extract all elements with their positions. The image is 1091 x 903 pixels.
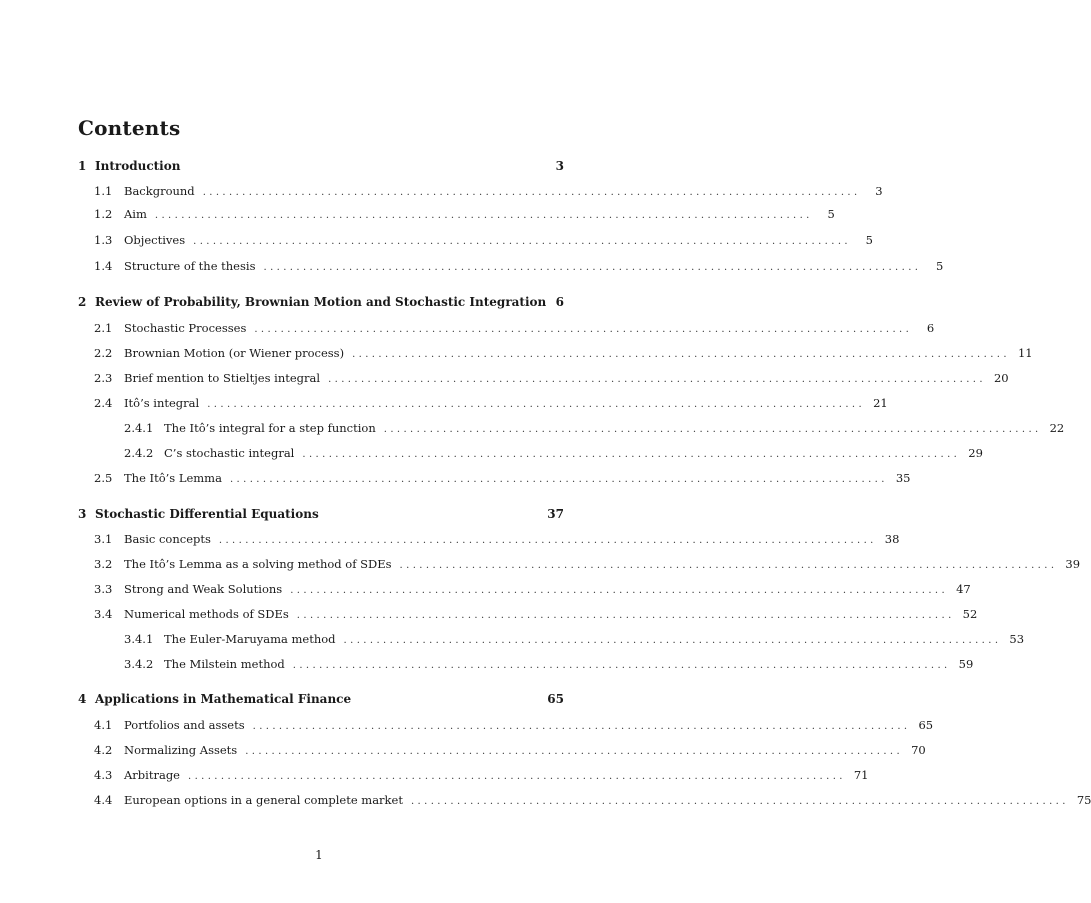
leader-dots: .................................................................................................... bbox=[296, 610, 955, 621]
section-page: 39 bbox=[1065, 557, 1081, 571]
chapter-page: 65 bbox=[547, 692, 564, 706]
section-page: 11 bbox=[1017, 346, 1033, 360]
chapter-title: Review of Probability, Brownian Motion and Stochastic Integration bbox=[95, 295, 547, 309]
section-number: 4.3 bbox=[94, 768, 113, 782]
leader-dots: .................................................................................................... bbox=[263, 262, 922, 273]
toc-subsection[interactable] bbox=[78, 446, 983, 464]
leader-dots: .................................................................................................... bbox=[383, 424, 1042, 435]
leader-dots: .................................................................................................... bbox=[292, 660, 951, 671]
section-title: Basic concepts bbox=[124, 532, 211, 546]
toc-section[interactable] bbox=[78, 233, 873, 251]
section-title: Normalizing Assets bbox=[124, 743, 238, 757]
subsection-number: 2.4.1 bbox=[124, 421, 154, 435]
contents-heading: Contents bbox=[78, 116, 181, 140]
chapter-title: Introduction bbox=[95, 159, 181, 173]
section-number: 4.4 bbox=[94, 793, 113, 807]
subsection-number: 2.4.2 bbox=[124, 446, 154, 460]
subsection-title: C’s stochastic integral bbox=[164, 446, 295, 460]
leader-dots: .................................................................................................... bbox=[254, 324, 913, 335]
section-page: 47 bbox=[956, 582, 971, 596]
section-title: Portfolios and assets bbox=[124, 718, 245, 732]
toc-section[interactable] bbox=[78, 371, 1009, 389]
section-number: 3.1 bbox=[94, 532, 113, 546]
section-number: 2.2 bbox=[94, 346, 113, 360]
chapter-title: Stochastic Differential Equations bbox=[95, 507, 319, 521]
section-page: 35 bbox=[895, 471, 911, 485]
toc-subsection[interactable] bbox=[78, 657, 974, 675]
subsection-number: 3.4.1 bbox=[124, 632, 154, 646]
section-number: 1.4 bbox=[94, 259, 113, 273]
leader-dots: .................................................................................................... bbox=[229, 474, 888, 485]
section-page: 5 bbox=[865, 233, 873, 247]
leader-dots: .................................................................................................... bbox=[193, 236, 851, 247]
section-title: The Itô’s Lemma as a solving method of SDEs bbox=[124, 557, 392, 571]
section-page: 6 bbox=[926, 321, 935, 335]
section-number: 3.4 bbox=[94, 607, 113, 621]
chapter-number: 4 bbox=[78, 692, 87, 706]
subsection-title: The Euler-Maruyama method bbox=[164, 632, 336, 646]
subsection-title: The Milstein method bbox=[164, 657, 285, 671]
section-number: 2.4 bbox=[94, 396, 113, 410]
leader-dots: .................................................................................................... bbox=[154, 210, 813, 221]
section-page: 52 bbox=[962, 607, 978, 621]
section-page: 5 bbox=[827, 207, 835, 221]
section-page: 65 bbox=[918, 718, 934, 732]
toc-section[interactable] bbox=[78, 557, 1081, 575]
toc-section[interactable] bbox=[78, 768, 869, 786]
toc-section[interactable] bbox=[78, 471, 911, 489]
section-page: 5 bbox=[936, 259, 944, 273]
section-page: 38 bbox=[884, 532, 900, 546]
section-page: 20 bbox=[993, 371, 1009, 385]
section-title: European options in a general complete market bbox=[124, 793, 403, 807]
section-number: 4.1 bbox=[94, 718, 113, 732]
toc-section[interactable] bbox=[78, 743, 926, 761]
leader-dots: .................................................................................................... bbox=[343, 635, 1002, 646]
leader-dots: .................................................................................................... bbox=[187, 771, 846, 782]
leader-dots: .................................................................................................... bbox=[207, 399, 866, 410]
section-title: Brownian Motion (or Wiener process) bbox=[124, 346, 345, 360]
subsection-number: 3.4.2 bbox=[124, 657, 154, 671]
leader-dots: .................................................................................................... bbox=[352, 349, 1010, 360]
subsection-page: 29 bbox=[968, 446, 983, 460]
chapter-page: 3 bbox=[555, 159, 564, 173]
section-title: The Itô’s Lemma bbox=[124, 471, 222, 485]
toc-section[interactable] bbox=[78, 259, 944, 277]
toc-subsection[interactable] bbox=[78, 632, 1025, 650]
section-number: 2.1 bbox=[94, 321, 113, 335]
toc-section[interactable] bbox=[78, 396, 888, 414]
subsection-page: 59 bbox=[958, 657, 974, 671]
section-title: Structure of the thesis bbox=[124, 259, 256, 273]
section-page: 71 bbox=[853, 768, 869, 782]
toc-section[interactable] bbox=[78, 582, 971, 600]
page-number: 1 bbox=[315, 848, 323, 862]
section-title: Arbitrage bbox=[124, 768, 180, 782]
toc-section[interactable] bbox=[78, 346, 1033, 364]
subsection-page: 53 bbox=[1009, 632, 1025, 646]
section-page: 70 bbox=[911, 743, 926, 757]
section-title: Brief mention to Stieltjes integral bbox=[124, 371, 321, 385]
chapter-page: 37 bbox=[547, 507, 564, 521]
toc-section[interactable] bbox=[78, 793, 1091, 811]
toc-chapter[interactable] bbox=[78, 159, 564, 177]
toc-section[interactable] bbox=[78, 532, 900, 550]
toc-chapter[interactable] bbox=[78, 295, 564, 313]
toc-section[interactable] bbox=[78, 607, 978, 625]
section-title: Stochastic Processes bbox=[124, 321, 247, 335]
section-page: 21 bbox=[873, 396, 888, 410]
section-title: Numerical methods of SDEs bbox=[124, 607, 289, 621]
toc-chapter[interactable] bbox=[78, 692, 564, 710]
section-page: 3 bbox=[875, 184, 883, 198]
section-number: 1.1 bbox=[94, 184, 113, 198]
chapter-number: 2 bbox=[78, 295, 87, 309]
chapter-number: 1 bbox=[78, 159, 87, 173]
subsection-page: 22 bbox=[1049, 421, 1065, 435]
section-number: 3.3 bbox=[94, 582, 113, 596]
toc-section[interactable] bbox=[78, 207, 835, 225]
section-title: Strong and Weak Solutions bbox=[124, 582, 283, 596]
leader-dots: .................................................................................................... bbox=[302, 449, 961, 460]
toc-section[interactable] bbox=[78, 321, 935, 339]
section-page: 75 bbox=[1076, 793, 1091, 807]
section-number: 3.2 bbox=[94, 557, 113, 571]
leader-dots: .................................................................................................... bbox=[410, 796, 1069, 807]
subsection-title: The Itô’s integral for a step function bbox=[164, 421, 376, 435]
leader-dots: .................................................................................................... bbox=[399, 560, 1058, 571]
section-number: 1.3 bbox=[94, 233, 113, 247]
toc-section[interactable] bbox=[78, 184, 883, 202]
leader-dots: .................................................................................................... bbox=[328, 374, 986, 385]
section-number: 2.3 bbox=[94, 371, 113, 385]
section-title: Aim bbox=[124, 207, 147, 221]
leader-dots: .................................................................................................... bbox=[245, 746, 904, 757]
chapter-title: Applications in Mathematical Finance bbox=[95, 692, 352, 706]
section-number: 4.2 bbox=[94, 743, 113, 757]
leader-dots: .................................................................................................... bbox=[252, 721, 911, 732]
section-number: 2.5 bbox=[94, 471, 113, 485]
chapter-page: 6 bbox=[555, 295, 564, 309]
toc-section[interactable] bbox=[78, 718, 934, 736]
leader-dots: .................................................................................................... bbox=[202, 187, 861, 198]
toc-subsection[interactable] bbox=[78, 421, 1065, 439]
chapter-number: 3 bbox=[78, 507, 87, 521]
section-title: Itô’s integral bbox=[124, 396, 200, 410]
leader-dots: .................................................................................................... bbox=[290, 585, 949, 596]
leader-dots: .................................................................................................... bbox=[218, 535, 877, 546]
section-title: Objectives bbox=[124, 233, 186, 247]
toc-chapter[interactable] bbox=[78, 507, 564, 525]
section-title: Background bbox=[124, 184, 195, 198]
section-number: 1.2 bbox=[94, 207, 113, 221]
